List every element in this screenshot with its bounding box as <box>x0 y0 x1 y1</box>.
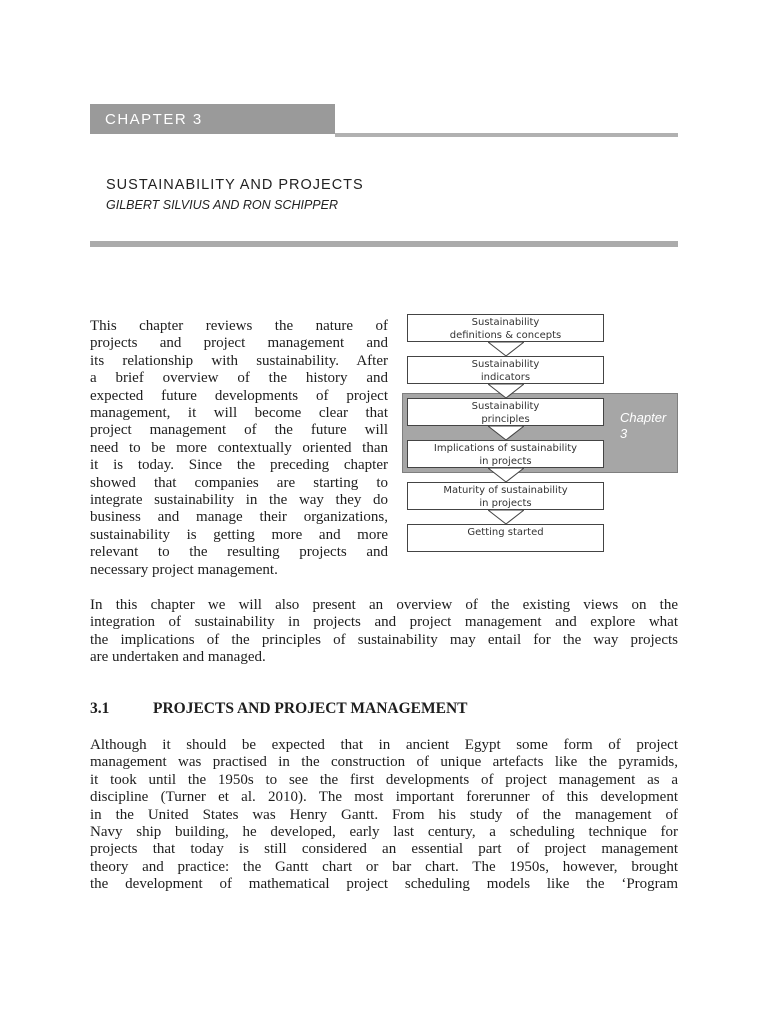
chevron-down-icon <box>488 426 524 440</box>
step-line: Getting started <box>467 527 544 538</box>
intro-paragraph <box>90 318 388 579</box>
text-line: are undertaken and managed. <box>90 649 266 666</box>
text-line: project management of the future will <box>90 422 388 439</box>
title-rule <box>90 241 678 247</box>
text-line: management, it will become clear that <box>90 405 388 422</box>
chapter-tag-line1: Chapter <box>620 410 667 425</box>
text-line: its relationship with sustainability. After <box>90 352 388 369</box>
text-line: projects and project management and <box>90 335 388 352</box>
chapter-banner <box>90 104 335 134</box>
text-line: in the United States was Henry Gantt. From his study of the management of <box>90 806 678 823</box>
chapter-tag <box>620 410 666 442</box>
step-getting-started <box>407 524 604 552</box>
step-line: Maturity of sustainability <box>443 485 568 496</box>
text-line: it took until the 1950s to see the first developments of project management as a <box>90 771 678 788</box>
text-line: showed that companies are starting to <box>90 474 388 491</box>
chapter-title: SUSTAINABILITY AND PROJECTS <box>106 177 364 193</box>
step-indicators <box>407 356 604 384</box>
chapter-label: CHAPTER 3 <box>105 111 203 128</box>
chevron-down-icon <box>488 384 524 398</box>
overview-paragraph <box>90 597 678 667</box>
text-line: business and manage their organizations, <box>90 509 388 526</box>
step-implications <box>407 440 604 468</box>
chevron-down-icon <box>488 510 524 524</box>
text-line: Navy ship building, he developed, early last century, a scheduling technique for <box>90 824 678 841</box>
header-rule <box>335 133 678 137</box>
step-line: Implications of sustainability <box>433 443 578 454</box>
step-line: definitions & concepts <box>449 330 562 341</box>
step-line: Sustainability <box>471 401 540 412</box>
step-definitions <box>407 314 604 342</box>
step-principles <box>407 398 604 426</box>
step-maturity <box>407 482 604 510</box>
text-line: sustainability is getting more and more <box>90 526 388 543</box>
chapter-tag-line2: 3 <box>620 426 628 441</box>
step-line: in projects <box>479 456 532 467</box>
text-line: management was practised in the construction of unique artefacts like the pyramids, <box>90 754 678 771</box>
text-line: necessary project management. <box>90 561 278 578</box>
text-line: In this chapter we will also present an overview of the existing views on the <box>90 597 678 613</box>
text-line: the implications of the principles of sustainability may entail for the way projects <box>90 631 678 648</box>
text-line: discipline (Turner et al. 2010). The most important forerunner of this development <box>90 789 678 806</box>
text-line: relevant to the resulting projects and <box>90 544 388 561</box>
text-line: This chapter reviews the nature of <box>90 318 388 334</box>
text-line: integrate sustainability in the way they do <box>90 492 388 509</box>
history-paragraph <box>90 737 678 894</box>
text-line: Although it should be expected that in ancient Egypt some form of project <box>90 737 678 753</box>
text-line: a brief overview of the history and <box>90 370 388 387</box>
step-line: Sustainability <box>471 359 540 370</box>
text-line: projects that today is still considered an essential part of project management <box>90 841 678 858</box>
text-line: integration of sustainability in projects and project management and explore what <box>90 614 678 631</box>
section-number: 3.1 <box>90 700 110 717</box>
chapter-flow-diagram <box>400 308 685 558</box>
step-line: indicators <box>480 372 531 383</box>
chapter-authors: GILBERT SILVIUS AND RON SCHIPPER <box>106 198 339 212</box>
text-line: it is today. Since the preceding chapter <box>90 457 388 474</box>
section-heading: PROJECTS AND PROJECT MANAGEMENT <box>153 700 468 717</box>
chevron-down-icon <box>488 468 524 482</box>
text-line: need to be more contextually oriented than <box>90 439 388 456</box>
step-line: in projects <box>479 498 532 509</box>
text-line: theory and practice: the Gantt chart or bar chart. The 1950s, however, brought <box>90 858 678 875</box>
step-line: principles <box>481 414 530 425</box>
chevron-down-icon <box>488 342 524 356</box>
text-line: the development of mathematical project scheduling models like the ‘Program <box>90 876 678 893</box>
text-line: expected future developments of project <box>90 387 388 404</box>
step-line: Sustainability <box>471 317 540 328</box>
